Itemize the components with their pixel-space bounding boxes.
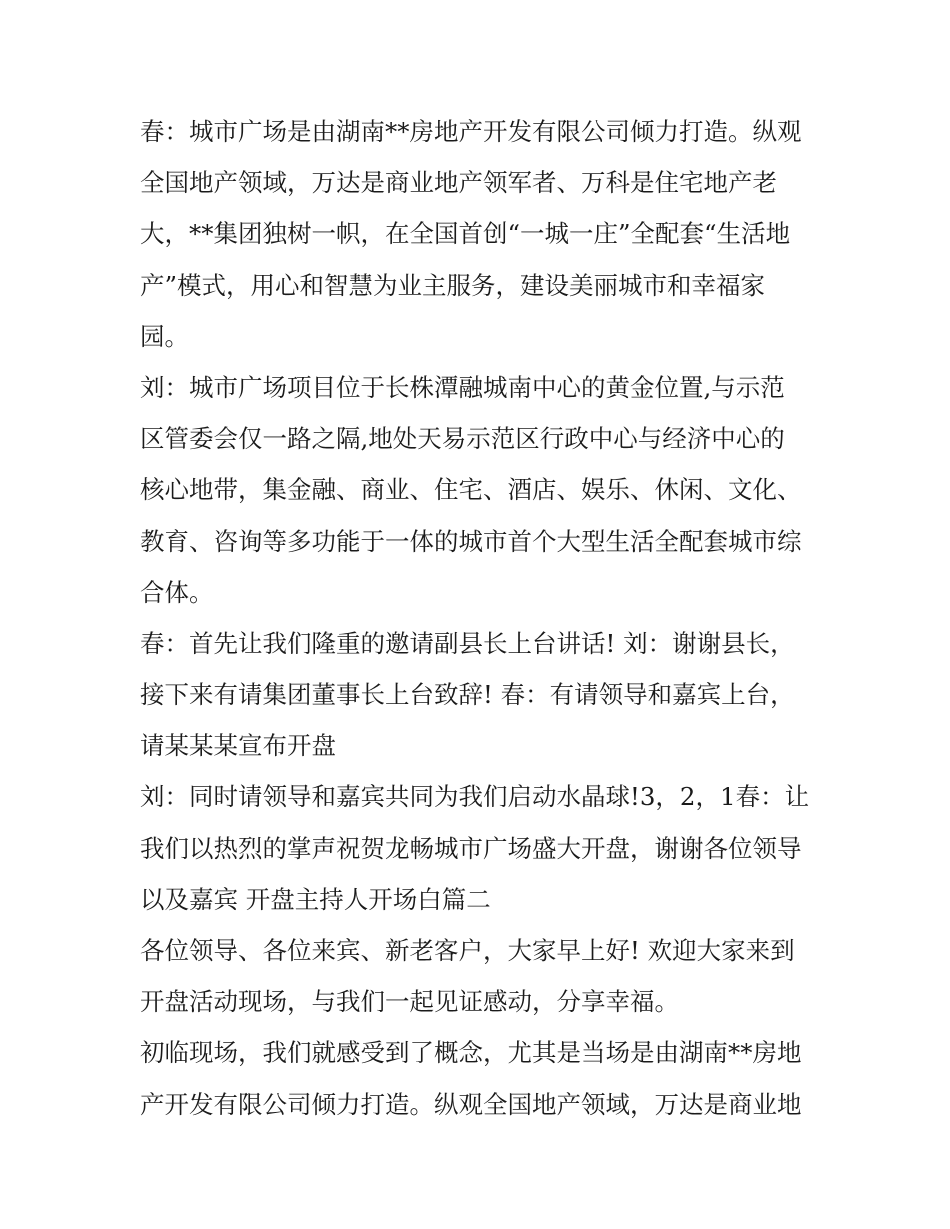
text-line: 全国地产领域，万达是商业地产领军者、万科是住宅地产老 (140, 168, 777, 198)
text-line: 产”模式，用心和智慧为业主服务，建设美丽城市和幸福家 (140, 270, 766, 300)
text-line: 我们以热烈的掌声祝贺龙畅城市广场盛大开盘，谢谢各位领导 (140, 833, 802, 863)
text-line: 产开发有限公司倾力打造。纵观全国地产领域，万达是商业地 (140, 1089, 802, 1119)
text-line: 刘：同时请领导和嘉宾共同为我们启动水晶球!3，2，1春：让 (140, 782, 810, 812)
text-line: 接下来有请集团董事长上台致辞! 春：有请领导和嘉宾上台， (140, 680, 795, 710)
text-line: 区管委会仅一路之隔,地处天易示范区行政中心与经济中心的 (140, 424, 785, 454)
text-line: 以及嘉宾 开盘主持人开场白篇二 (140, 884, 491, 914)
text-line: 请某某某宣布开盘 (140, 731, 336, 761)
text-line: 园。 (140, 321, 189, 351)
text-line: 开盘活动现场，与我们一起见证感动，分享幸福。 (140, 987, 679, 1017)
text-line: 核心地带，集金融、商业、住宅、酒店、娱乐、休闲、文化、 (140, 475, 802, 505)
text-line: 初临现场，我们就感受到了概念，尤其是当场是由湖南**房地 (140, 1038, 802, 1068)
text-line: 春：首先让我们隆重的邀请副县长上台讲话! 刘：谢谢县长， (140, 628, 795, 658)
text-line: 合体。 (140, 577, 214, 607)
text-line: 大，**集团独树一帜，在全国首创“一城一庄”全配套“生活地 (140, 219, 791, 249)
text-line: 春：城市广场是由湖南**房地产开发有限公司倾力打造。纵观 (140, 117, 802, 146)
text-line: 刘：城市广场项目位于长株潭融城南中心的黄金位置,与示范 (140, 372, 785, 402)
text-line: 教育、咨询等多功能于一体的城市首个大型生活全配套城市综 (140, 526, 802, 556)
document-body (140, 106, 830, 1130)
text-line: 各位领导、各位来宾、新老客户，大家早上好! 欢迎大家来到 (140, 936, 795, 965)
